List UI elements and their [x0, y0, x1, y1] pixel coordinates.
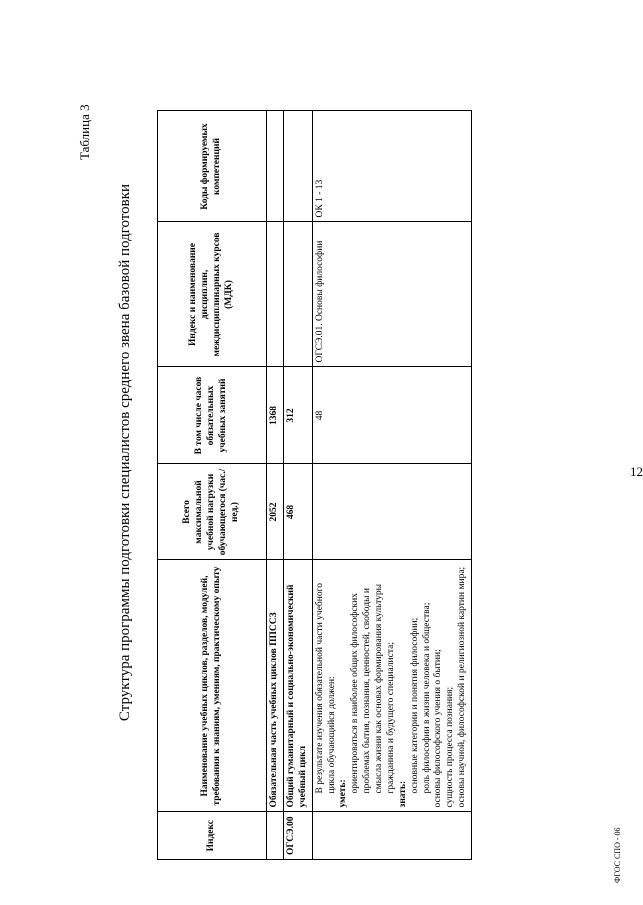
- cell-cycle-index: ОГСЭ.00: [283, 812, 312, 860]
- requirements-know-item: сущность процесса познания;: [445, 686, 456, 808]
- table-row-discipline: [312, 111, 471, 860]
- page-number: 12: [630, 464, 643, 479]
- table-row-cycle: [283, 111, 312, 860]
- cell-discipline-requirements: [312, 560, 471, 812]
- requirements-know-item: роль философии в жизни человека и общества;: [421, 602, 432, 794]
- header-index: Индекс: [158, 812, 267, 860]
- requirements-know-item: основы философского учения о бытии;: [433, 649, 444, 808]
- cell-discipline-competencies: ОК 1 - 13: [312, 111, 471, 222]
- requirements-know-item: основные категории и понятия философии;: [409, 617, 420, 794]
- header-mandatory: В том числе часов обязательных учебных занятий: [158, 367, 267, 464]
- cell-cycle-name: Общий гуманитарный и социально-экономический учебный цикл: [283, 560, 312, 812]
- requirements-know-item: основы научной, философской и религиозной картин мира;: [457, 566, 468, 808]
- cell-empty-discipline: [267, 222, 284, 367]
- cell-cycle-hours: 312: [283, 367, 312, 464]
- cell-mandatory-part-total: 2052: [267, 464, 284, 560]
- requirements-know-heading: знать:: [397, 780, 408, 808]
- requirements-intro: В результате изучения обязательной части учебного цикла обучающийся должен:: [314, 583, 337, 794]
- table-row-mandatory-part: [267, 111, 284, 860]
- cell-mandatory-part-name: Обязательная часть учебных циклов ППССЗ: [267, 560, 284, 812]
- table-header-row: [158, 111, 267, 860]
- cell-discipline-hours: 48: [312, 367, 471, 464]
- cell-discipline-name: ОГСЭ.01. Основы философии: [312, 222, 471, 367]
- cell-empty-discipline: [283, 222, 312, 367]
- cell-empty-index: [267, 812, 284, 860]
- cell-empty-competencies: [267, 111, 284, 222]
- table-label: Таблица 3: [77, 104, 92, 160]
- header-discipline: Индекс и наименование дисциплин, междисциплинарных курсов (МДК): [158, 222, 267, 367]
- cell-cycle-total: 468: [283, 464, 312, 560]
- header-competencies: Коды формируемых компетенций: [158, 111, 267, 222]
- program-structure-table: [157, 111, 472, 861]
- document-title: Структура программы подготовки специалистов среднего звена базовой подготовки: [117, 183, 133, 722]
- cell-empty-competencies: [283, 111, 312, 222]
- footer-code: ФГОС СПО - 06: [613, 827, 622, 883]
- cell-mandatory-part-hours: 1368: [267, 367, 284, 464]
- cell-empty-index: [312, 812, 471, 860]
- cell-empty-total: [312, 464, 471, 560]
- header-total: Всего максимальной учебной нагрузки обучающегося (час./нед.): [158, 464, 267, 560]
- requirements-can-heading: уметь:: [338, 779, 349, 808]
- requirements-can-item: ориентироваться в наиболее общих философских проблемах бытия, познания, ценностей, свободы и смысла жизни как основах формирования культуры гражданина и будущего специалиста;: [350, 583, 396, 794]
- header-name: Наименование учебных циклов, разделов, модулей, требования к знаниям, умениям, практическому опыту: [158, 560, 267, 812]
